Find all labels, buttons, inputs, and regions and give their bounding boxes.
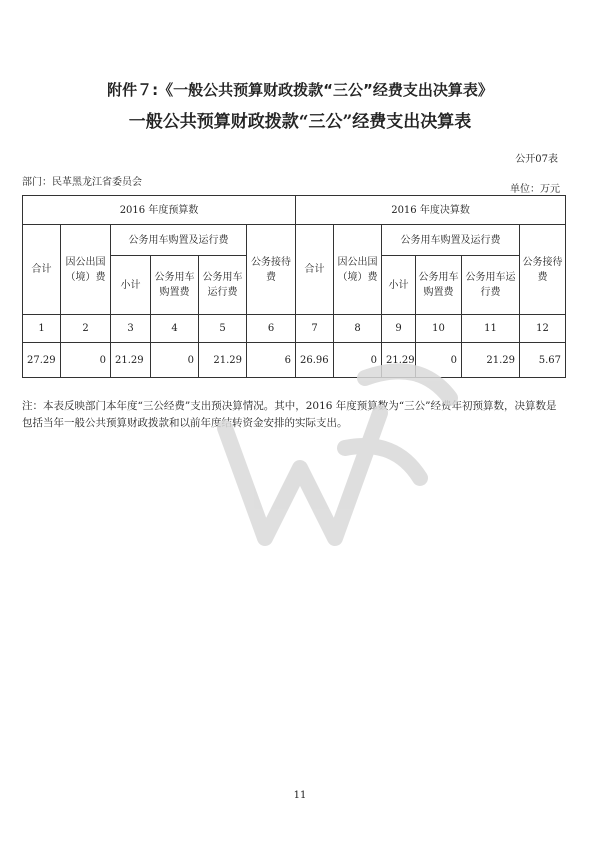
final-reception-header: 公务接待费 [520, 225, 566, 315]
budget-subtotal-header: 小计 [111, 256, 151, 315]
budget-purchase-header: 公务用车购置费 [151, 256, 199, 315]
watermark-w-stroke [225, 413, 380, 538]
index-cell: 2 [61, 315, 111, 343]
value-cell: 0 [151, 343, 199, 378]
index-cell: 7 [296, 315, 334, 343]
index-cell: 9 [382, 315, 416, 343]
budget-operation-header: 公务用车运行费 [199, 256, 247, 315]
budget-vehicle-group-header: 公务用车购置及运行费 [111, 225, 247, 256]
value-cell: 21.29 [382, 343, 416, 378]
form-number: 公开07表 [515, 154, 558, 165]
value-cell: 6 [247, 343, 296, 378]
appendix-title: 附件７:《一般公共预算财政拨款“三公”经费支出决算表》 [107, 81, 493, 99]
group-header-row [23, 196, 566, 225]
final-vehicle-group-header: 公务用车购置及运行费 [382, 225, 520, 256]
final-operation-header: 公务用车运行费 [462, 256, 520, 315]
final-subtotal-header: 小计 [382, 256, 416, 315]
department-label: 部门：民革黑龙江省委员会 [22, 177, 142, 188]
index-cell: 11 [462, 315, 520, 343]
budget-abroad-header: 因公出国（境）费 [61, 225, 111, 315]
budget-group-header: 2016 年度预算数 [23, 196, 296, 225]
value-cell: 26.96 [296, 343, 334, 378]
value-cell: 21.29 [111, 343, 151, 378]
sub-header-row [23, 225, 566, 256]
value-cell: 21.29 [462, 343, 520, 378]
index-cell: 8 [334, 315, 382, 343]
index-cell: 12 [520, 315, 566, 343]
final-abroad-header: 因公出国（境）费 [334, 225, 382, 315]
value-cell: 0 [416, 343, 462, 378]
final-group-header: 2016 年度决算数 [296, 196, 566, 225]
table-note: 注：本表反映部门本年度“三公经费”支出预决算情况。其中，2016 年度预算数为“三公”经费年初预算数，决算数是包括当年一般公共预算财政拨款和以前年度结转资金安排的实际支出。 [22, 400, 557, 429]
watermark-arc-stroke [365, 371, 450, 398]
index-cell: 4 [151, 315, 199, 343]
index-cell: 6 [247, 315, 296, 343]
value-cell: 21.29 [199, 343, 247, 378]
value-cell: 0 [61, 343, 111, 378]
budget-reception-header: 公务接待费 [247, 225, 296, 315]
value-cell: 27.29 [23, 343, 61, 378]
index-cell: 5 [199, 315, 247, 343]
index-cell: 3 [111, 315, 151, 343]
page-number: 11 [293, 790, 307, 801]
index-cell: 10 [416, 315, 462, 343]
unit-label: 单位：万元 [510, 184, 560, 195]
value-cell: 0 [334, 343, 382, 378]
value-cell: 5.67 [520, 343, 566, 378]
table-title: 一般公共预算财政拨款“三公”经费支出决算表 [128, 112, 472, 132]
final-purchase-header: 公务用车购置费 [416, 256, 462, 315]
watermark-logo [205, 318, 465, 568]
index-cell: 1 [23, 315, 61, 343]
budget-total-header: 合计 [23, 225, 61, 315]
final-total-header: 合计 [296, 225, 334, 315]
